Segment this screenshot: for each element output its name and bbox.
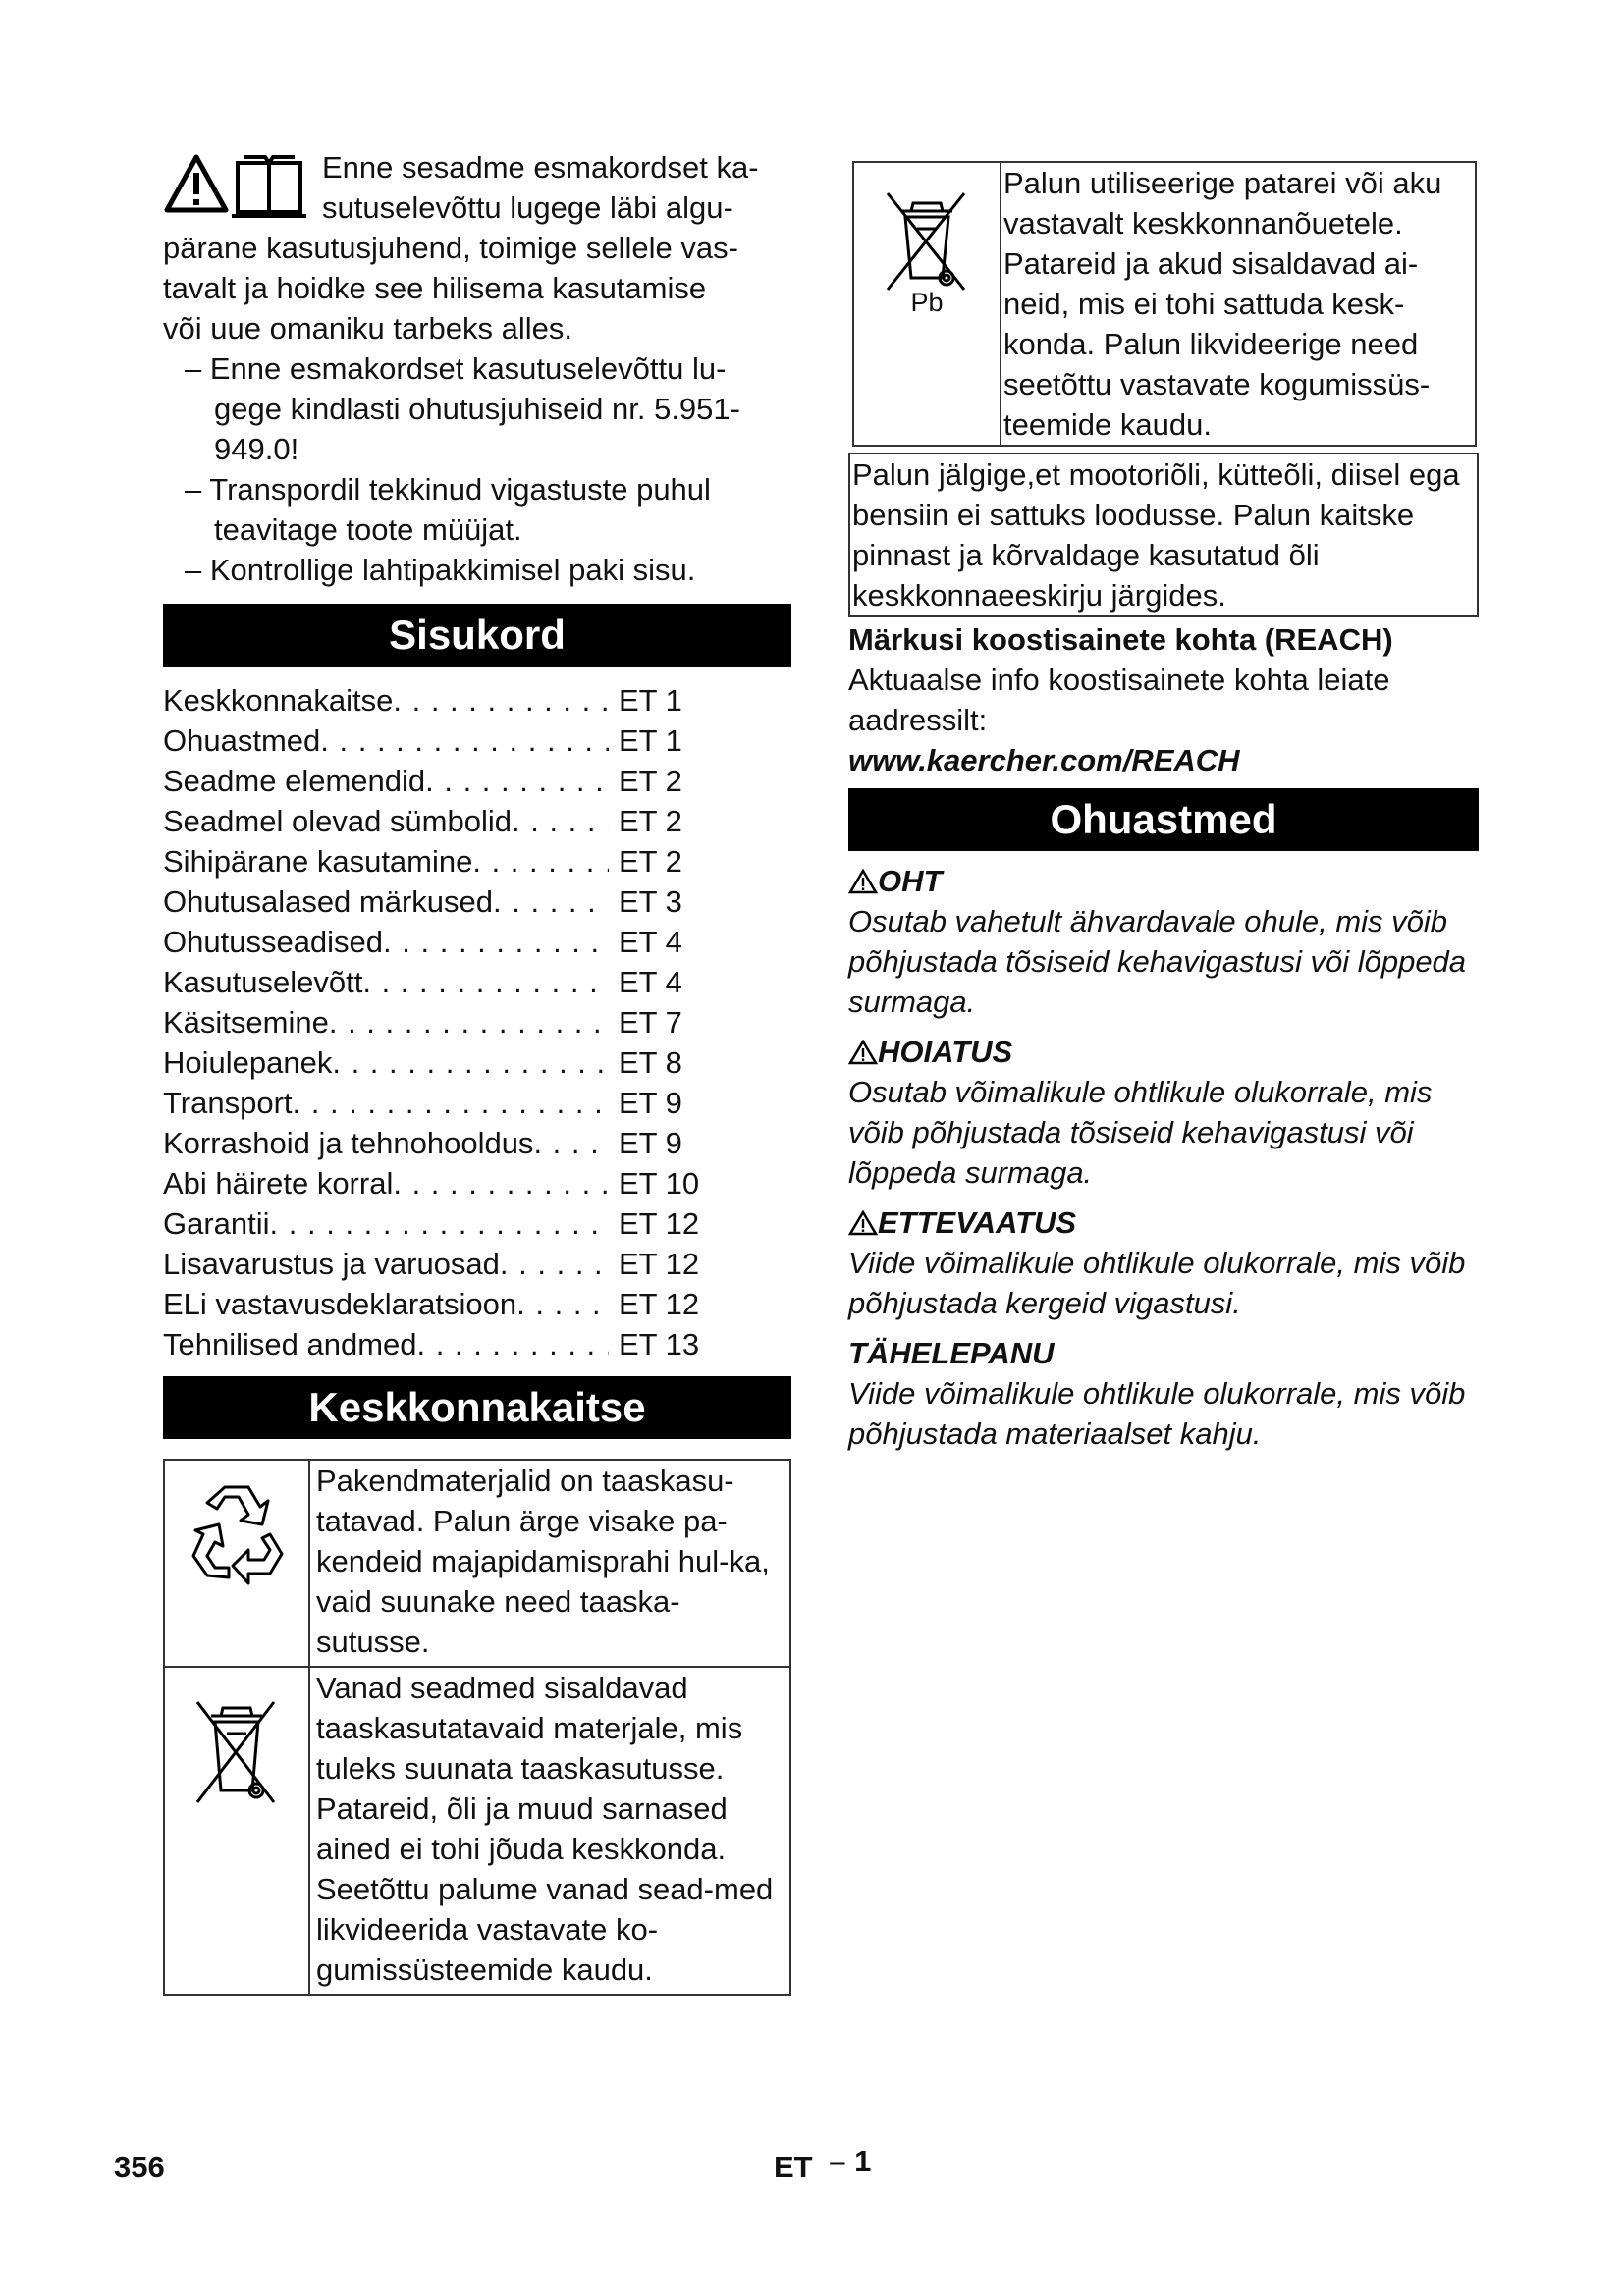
toc-entry-title: Seadme elemendid [163, 764, 426, 798]
toc-leader-dots [329, 1002, 609, 1042]
toc-leader-dots [362, 962, 609, 1002]
toc-leader-dots [516, 1284, 609, 1324]
toc-leader-dots [393, 1163, 609, 1203]
toc-heading: Sisukord [163, 604, 791, 667]
toc-entry [163, 801, 713, 841]
toc-entry-title: Transport [163, 1086, 293, 1120]
toc-entry-page: ET 12 [619, 1247, 700, 1281]
battery-icon-label: Pb [910, 288, 944, 317]
toc-entry-title: Ohutusalased märkused [163, 884, 494, 919]
old-devices-text: Vanad seadmed sisaldavad taaskasutatavaid materjale, mis tuleks suunata taaskasutusse. Patareid, õli ja muud sarnased ained ei tohi jõuda keskkonda. Seetõttu palume vanad sead-med likvideerida vastavate ko-gumissüsteemide kaudu. [309, 1667, 790, 1995]
hazard-title-text: ETTEVAATUS [878, 1205, 1077, 1240]
toc-entry [163, 1244, 713, 1284]
toc-entry [163, 1083, 713, 1123]
environment-table [163, 1459, 791, 1996]
toc-entry-title: Korrashoid ja tehnohooldus [163, 1126, 534, 1160]
crossed-bin-icon [878, 184, 976, 292]
toc-entry [163, 881, 713, 922]
toc-entry-page: ET 2 [619, 804, 682, 838]
environment-heading: Keskkonnakaitse [163, 1376, 791, 1439]
toc-entry-title: Kasutuselevõtt [163, 965, 363, 999]
toc-leader-dots [332, 1042, 609, 1083]
toc-entry-page: ET 9 [619, 1086, 682, 1120]
toc-entry [163, 721, 713, 761]
warning-triangle-icon [848, 869, 878, 894]
warning-triangle-icon [848, 1040, 878, 1065]
battery-bin-cell [853, 162, 1001, 446]
toc-entry-page: ET 9 [619, 1126, 682, 1160]
toc-entry [163, 1042, 713, 1083]
hazard-title [848, 1032, 1479, 1072]
toc-entry-title: Ohuastmed [163, 723, 321, 758]
toc-entry-page: ET 4 [619, 925, 682, 959]
toc-entry [163, 922, 713, 962]
toc-leader-dots [270, 1203, 609, 1244]
toc-entry-page: ET 12 [619, 1287, 700, 1321]
intro-line: või uue omaniku tarbeks alles. [163, 311, 573, 346]
right-column [848, 161, 1479, 1454]
toc-leader-dots [320, 721, 609, 761]
hazard-description: Viide võimalikule ohtlikule olukorrale, mis võib põhjustada materiaalset kahju. [848, 1376, 1466, 1451]
hazard-description: Viide võimalikule ohtlikule olukorrale, mis võib põhjustada kergeid vigastusi. [848, 1246, 1466, 1320]
toc-leader-dots [472, 841, 609, 881]
intro-bullets [163, 348, 791, 590]
toc-entry [163, 1284, 713, 1324]
footer-section-page: – 1 [829, 2144, 872, 2178]
bullet-item: – Kontrollige lahtipakkimisel paki sisu. [185, 553, 696, 587]
hazard-description: Osutab võimalikule ohtlikule olukorrale, mis võib põhjustada tõsiseid kehavigastusi või lõppeda surmaga. [848, 1075, 1433, 1190]
toc-entry-title: Garantii [163, 1206, 270, 1241]
toc-entry [163, 1324, 713, 1364]
toc-entry-page: ET 12 [619, 1206, 700, 1241]
toc-entry [163, 680, 713, 721]
toc-leader-dots [500, 1244, 609, 1284]
table-row [853, 162, 1476, 446]
hazard-title-text: OHT [878, 864, 943, 898]
crossed-bin-icon [188, 1688, 286, 1816]
toc-entry-page: ET 1 [619, 723, 682, 758]
toc-entry-page: ET 1 [619, 683, 682, 718]
toc-entry-page: ET 13 [619, 1327, 700, 1362]
page-number: 356 [114, 2150, 165, 2184]
toc-leader-dots [383, 922, 609, 962]
toc-entry [163, 1123, 713, 1163]
intro-line: sutuselevõttu lugege läbi algu- [322, 190, 733, 225]
table-of-contents [163, 680, 713, 1364]
toc-entry [163, 1203, 713, 1244]
warning-triangle-icon [848, 1210, 878, 1236]
hazard-description: Osutab vahetult ähvardavale ohule, mis võib põhjustada tõsiseid kehavigastusi või lõppeda surmaga. [848, 904, 1467, 1019]
battery-table [852, 161, 1477, 447]
intro-first-line: Enne sesadme esmakordset ka- [322, 150, 759, 185]
toc-entry-title: Hoiulepanek [163, 1045, 333, 1080]
toc-leader-dots [533, 1123, 609, 1163]
table-row [164, 1460, 790, 1667]
toc-entry [163, 761, 713, 801]
toc-entry-page: ET 10 [619, 1166, 700, 1201]
bullet-item: – Transpordil tekkinud vigastuste puhul teavitage toote müüjat. [185, 472, 711, 547]
recycle-cell [164, 1460, 309, 1667]
toc-entry-page: ET 7 [619, 1005, 682, 1040]
toc-leader-dots [493, 881, 609, 922]
footer-section-label: ET [774, 2150, 813, 2184]
hazard-list [848, 861, 1479, 1454]
toc-entry [163, 962, 713, 1002]
footer-section [774, 2144, 872, 2185]
toc-leader-dots [393, 680, 609, 721]
toc-entry-title: Sihipärane kasutamine [163, 844, 473, 879]
toc-entry-page: ET 4 [619, 965, 682, 999]
toc-entry-title: Lisavarustus ja varuosad [163, 1247, 500, 1281]
toc-entry-title: Käsitsemine [163, 1005, 329, 1040]
toc-leader-dots [425, 761, 609, 801]
intro-line: pärane kasutusjuhend, toimige sellele vas- [163, 231, 738, 265]
hazards-heading: Ohuastmed [848, 788, 1479, 851]
toc-entry-page: ET 3 [619, 884, 682, 919]
hazard-title [848, 861, 1479, 901]
toc-entry [163, 1163, 713, 1203]
crossed-bin-cell [164, 1667, 309, 1995]
reach-text: Aktuaalse info koostisainete kohta leiate aadressilt: [848, 663, 1390, 737]
table-row [164, 1667, 790, 1995]
toc-leader-dots [512, 801, 609, 841]
hazard-title-text: TÄHELEPANU [848, 1336, 1055, 1370]
toc-leader-dots [293, 1083, 609, 1123]
intro-icons [163, 151, 310, 222]
toc-entry [163, 841, 713, 881]
intro-section [163, 147, 791, 590]
toc-entry-page: ET 2 [619, 844, 682, 879]
toc-entry-title: Keskkonnakaitse [163, 683, 394, 718]
toc-entry-title: ELi vastavusdeklaratsioon [163, 1287, 517, 1321]
bullet-item: – Enne esmakordset kasutuselevõttu lu-gege kindlasti ohutusjuhiseid nr. 5.951-949.0! [185, 351, 740, 466]
toc-leader-dots [417, 1324, 609, 1364]
left-column [163, 147, 791, 1996]
packaging-text: Pakendmaterjalid on taaskasu-tatavad. Palun ärge visake pa-kendeid majapidamisprahi hul-ka, vaid suunake need taaska-sutusse. [309, 1460, 790, 1667]
hazard-title-text: HOIATUS [878, 1035, 1013, 1069]
battery-text: Palun utiliseerige patarei või aku vastavalt keskkonnanõuetele. Patareid ja akud sisaldavad ai-neid, mis ei tohi sattuda kesk-konda. Palun likvideerige need seetõttu vastavate kogumissüs-teemide kaudu. [1001, 162, 1476, 446]
toc-entry-page: ET 2 [619, 764, 682, 798]
toc-entry-title: Abi häirete korral [163, 1166, 394, 1201]
toc-entry-title: Ohutusseadised [163, 925, 384, 959]
hazard-title [848, 1333, 1479, 1373]
toc-entry-title: Seadmel olevad sümbolid [163, 804, 512, 838]
warning-and-manual-icon [163, 151, 310, 222]
reach-title: Märkusi koostisainete kohta (REACH) [848, 622, 1393, 657]
oil-notice: Palun jälgige,et mootoriõli, kütteõli, diisel ega bensiin ei sattuks loodusse. Palun kaitske pinnast ja kõrvaldage kasutatud õli keskkonnaeeskirju järgides. [848, 453, 1479, 617]
toc-entry-title: Tehnilised andmed [163, 1327, 417, 1362]
toc-entry-page: ET 8 [619, 1045, 682, 1080]
recycle-icon [178, 1473, 296, 1601]
toc-entry [163, 1002, 713, 1042]
reach-url: www.kaercher.com/REACH [848, 743, 1240, 777]
intro-line: tavalt ja hoidke see hilisema kasutamise [163, 271, 707, 305]
hazard-title [848, 1202, 1479, 1243]
